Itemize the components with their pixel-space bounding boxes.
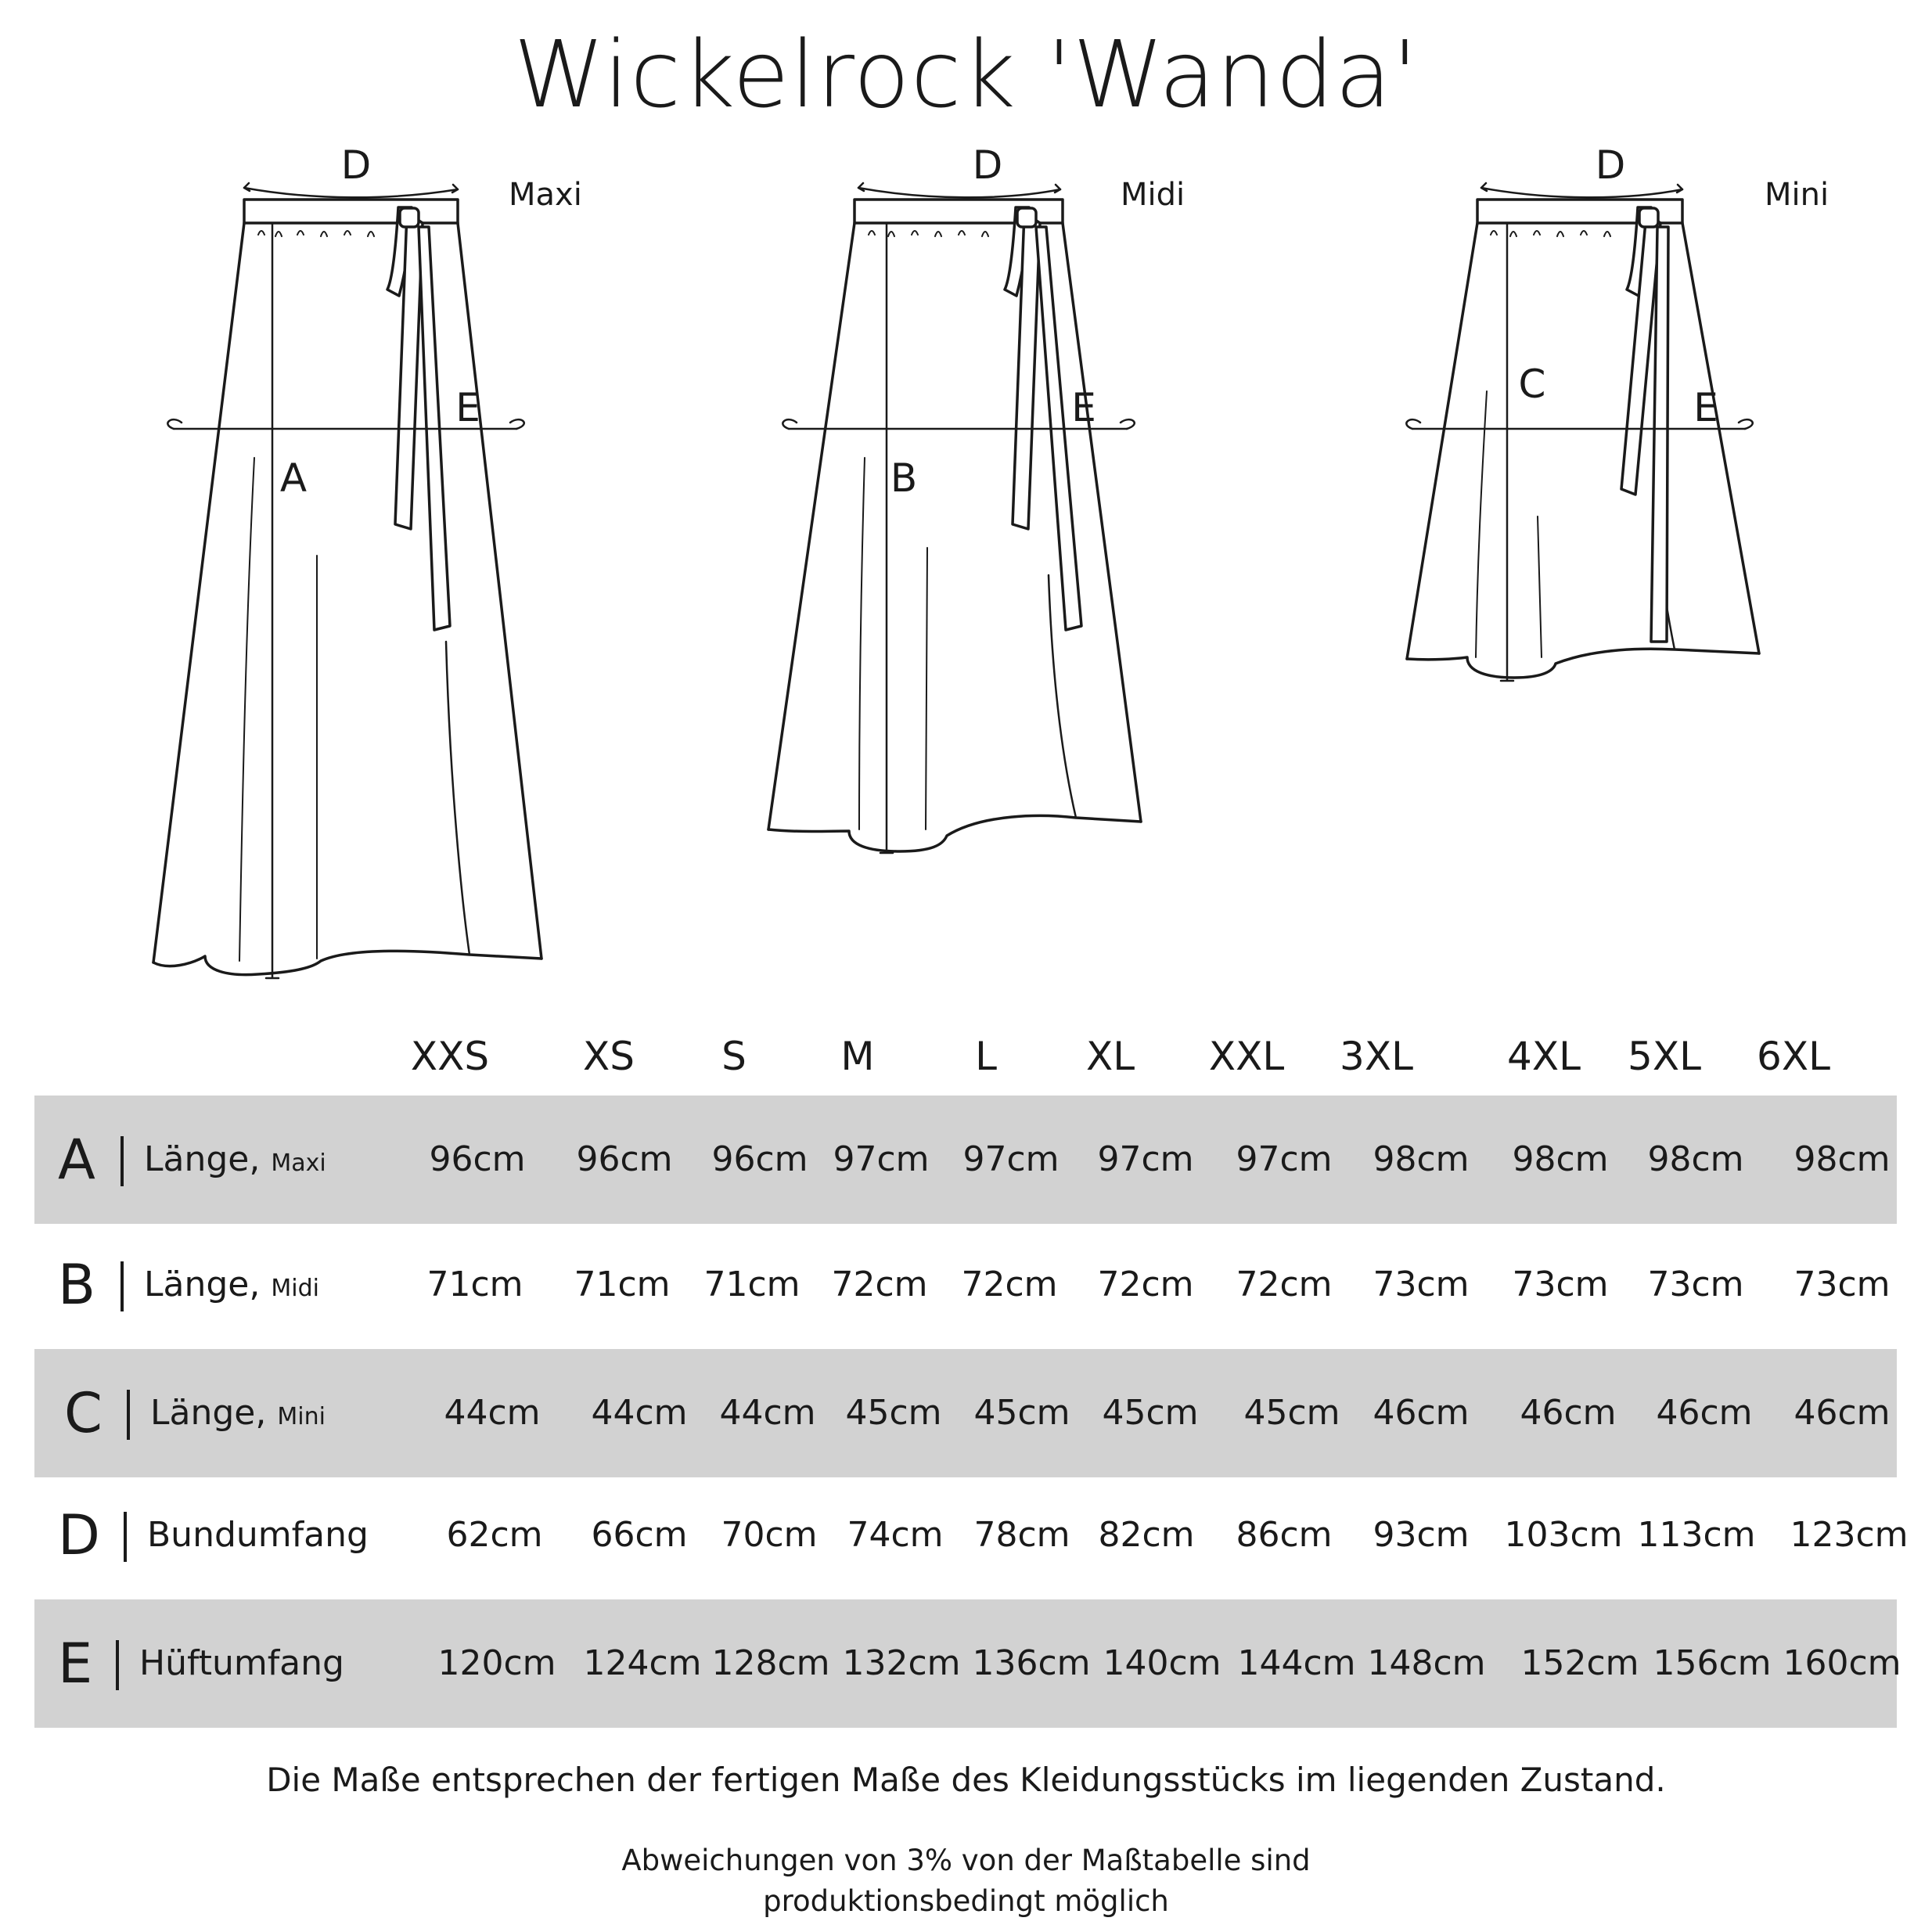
mini-e-label: E bbox=[1693, 385, 1718, 430]
table-cell: 44cm bbox=[444, 1393, 541, 1433]
table-cell: 45cm bbox=[1243, 1393, 1340, 1433]
row-letter: D bbox=[58, 1503, 100, 1567]
row-label: Bundumfang bbox=[147, 1515, 369, 1555]
table-row-c bbox=[34, 1349, 1897, 1477]
table-cell: 103cm bbox=[1504, 1515, 1623, 1555]
row-label: Länge, Mini bbox=[150, 1393, 326, 1433]
row-label: Länge, Maxi bbox=[144, 1139, 326, 1179]
midi-style-label: Midi bbox=[1121, 177, 1185, 213]
maxi-a-label: A bbox=[279, 455, 308, 501]
table-cell: 71cm bbox=[426, 1265, 523, 1304]
table-cell: 44cm bbox=[719, 1393, 816, 1433]
row-label: Länge, Midi bbox=[144, 1265, 319, 1304]
table-cell: 97cm bbox=[833, 1139, 930, 1179]
table-cell: 98cm bbox=[1793, 1139, 1891, 1179]
table-cell: 72cm bbox=[831, 1265, 928, 1304]
measurement-note: Die Maße entsprechen der fertigen Maße des Kleidungsstücks im liegenden Zustand. bbox=[266, 1761, 1666, 1799]
tolerance-note-line2: produktionsbedingt möglich bbox=[763, 1884, 1169, 1918]
mini-c-label: C bbox=[1518, 362, 1546, 407]
row-divider bbox=[127, 1390, 130, 1440]
size-label: 4XL bbox=[1507, 1034, 1581, 1079]
row-sublabel: Mini bbox=[277, 1403, 326, 1430]
table-cell: 97cm bbox=[1236, 1139, 1333, 1179]
table-cell: 152cm bbox=[1520, 1643, 1639, 1683]
table-cell: 96cm bbox=[576, 1139, 673, 1179]
table-cell: 73cm bbox=[1647, 1265, 1744, 1304]
row-label: Hüftumfang bbox=[139, 1643, 344, 1683]
table-cell: 123cm bbox=[1790, 1515, 1909, 1555]
maxi-skirt-sketch bbox=[153, 142, 582, 978]
table-cell: 45cm bbox=[1102, 1393, 1199, 1433]
table-cell: 113cm bbox=[1637, 1515, 1756, 1555]
size-label: L bbox=[975, 1034, 997, 1079]
mini-skirt-sketch bbox=[1406, 142, 1829, 681]
table-row-b bbox=[34, 1221, 1897, 1349]
table-cell: 78cm bbox=[973, 1515, 1070, 1555]
page-title: Wickelrock 'Wanda' bbox=[513, 20, 1419, 128]
table-cell: 86cm bbox=[1236, 1515, 1333, 1555]
maxi-e-label: E bbox=[455, 385, 480, 430]
row-letter: A bbox=[58, 1128, 95, 1192]
table-cell: 45cm bbox=[973, 1393, 1070, 1433]
table-cell: 128cm bbox=[711, 1643, 830, 1683]
midi-skirt-sketch bbox=[768, 142, 1185, 853]
table-cell: 73cm bbox=[1373, 1265, 1470, 1304]
table-cell: 96cm bbox=[429, 1139, 526, 1179]
midi-d-label: D bbox=[972, 142, 1003, 188]
table-cell: 46cm bbox=[1793, 1393, 1891, 1433]
table-cell: 73cm bbox=[1512, 1265, 1609, 1304]
table-cell: 71cm bbox=[703, 1265, 801, 1304]
table-cell: 62cm bbox=[446, 1515, 543, 1555]
row-divider bbox=[116, 1640, 119, 1690]
table-cell: 97cm bbox=[1097, 1139, 1194, 1179]
table-cell: 97cm bbox=[962, 1139, 1060, 1179]
table-cell: 72cm bbox=[961, 1265, 1058, 1304]
row-divider bbox=[121, 1136, 124, 1186]
table-cell: 124cm bbox=[583, 1643, 702, 1683]
table-cell: 156cm bbox=[1653, 1643, 1772, 1683]
table-cell: 160cm bbox=[1783, 1643, 1901, 1683]
row-divider bbox=[124, 1512, 127, 1562]
size-label: 5XL bbox=[1628, 1034, 1701, 1079]
table-cell: 96cm bbox=[711, 1139, 808, 1179]
table-cell: 98cm bbox=[1373, 1139, 1470, 1179]
table-cell: 72cm bbox=[1097, 1265, 1194, 1304]
table-row-d bbox=[34, 1471, 1909, 1599]
table-cell: 46cm bbox=[1656, 1393, 1753, 1433]
maxi-d-label: D bbox=[340, 142, 372, 188]
table-row-a bbox=[34, 1096, 1897, 1224]
table-cell: 144cm bbox=[1237, 1643, 1356, 1683]
table-cell: 98cm bbox=[1512, 1139, 1609, 1179]
size-label: XL bbox=[1085, 1034, 1135, 1079]
table-cell: 73cm bbox=[1793, 1265, 1891, 1304]
table-cell: 120cm bbox=[437, 1643, 556, 1683]
mini-style-label: Mini bbox=[1765, 177, 1829, 213]
table-cell: 46cm bbox=[1520, 1393, 1617, 1433]
row-sublabel: Maxi bbox=[271, 1149, 326, 1177]
table-cell: 45cm bbox=[845, 1393, 942, 1433]
size-label: M bbox=[840, 1034, 875, 1079]
row-letter: B bbox=[58, 1253, 96, 1317]
table-cell: 71cm bbox=[574, 1265, 671, 1304]
size-label: XXL bbox=[1208, 1034, 1285, 1079]
maxi-style-label: Maxi bbox=[509, 177, 582, 213]
row-letter: E bbox=[58, 1632, 93, 1696]
table-cell: 70cm bbox=[721, 1515, 818, 1555]
tolerance-note-line1: Abweichungen von 3% von der Maßtabelle sind bbox=[621, 1844, 1311, 1877]
table-cell: 140cm bbox=[1103, 1643, 1221, 1683]
table-cell: 72cm bbox=[1236, 1265, 1333, 1304]
midi-e-label: E bbox=[1071, 385, 1096, 430]
tolerance-note bbox=[0, 1840, 1932, 1922]
table-row-e bbox=[34, 1599, 1901, 1728]
table-cell: 93cm bbox=[1373, 1515, 1470, 1555]
table-cell: 74cm bbox=[847, 1515, 944, 1555]
size-label: XXS bbox=[410, 1034, 490, 1079]
size-label: S bbox=[721, 1034, 747, 1079]
size-label: XS bbox=[583, 1034, 635, 1079]
row-divider bbox=[121, 1261, 124, 1311]
size-header bbox=[0, 1025, 1932, 1088]
table-cell: 82cm bbox=[1098, 1515, 1195, 1555]
table-cell: 132cm bbox=[842, 1643, 961, 1683]
midi-b-label: B bbox=[890, 455, 918, 501]
table-cell: 98cm bbox=[1647, 1139, 1744, 1179]
table-cell: 148cm bbox=[1367, 1643, 1486, 1683]
size-label: 3XL bbox=[1340, 1034, 1413, 1079]
table-cell: 66cm bbox=[591, 1515, 688, 1555]
size-label: 6XL bbox=[1757, 1034, 1830, 1079]
mini-d-label: D bbox=[1595, 142, 1626, 188]
table-cell: 136cm bbox=[972, 1643, 1091, 1683]
row-sublabel: Midi bbox=[271, 1275, 319, 1302]
table-cell: 44cm bbox=[591, 1393, 688, 1433]
table-cell: 46cm bbox=[1373, 1393, 1470, 1433]
row-letter: C bbox=[64, 1381, 103, 1445]
